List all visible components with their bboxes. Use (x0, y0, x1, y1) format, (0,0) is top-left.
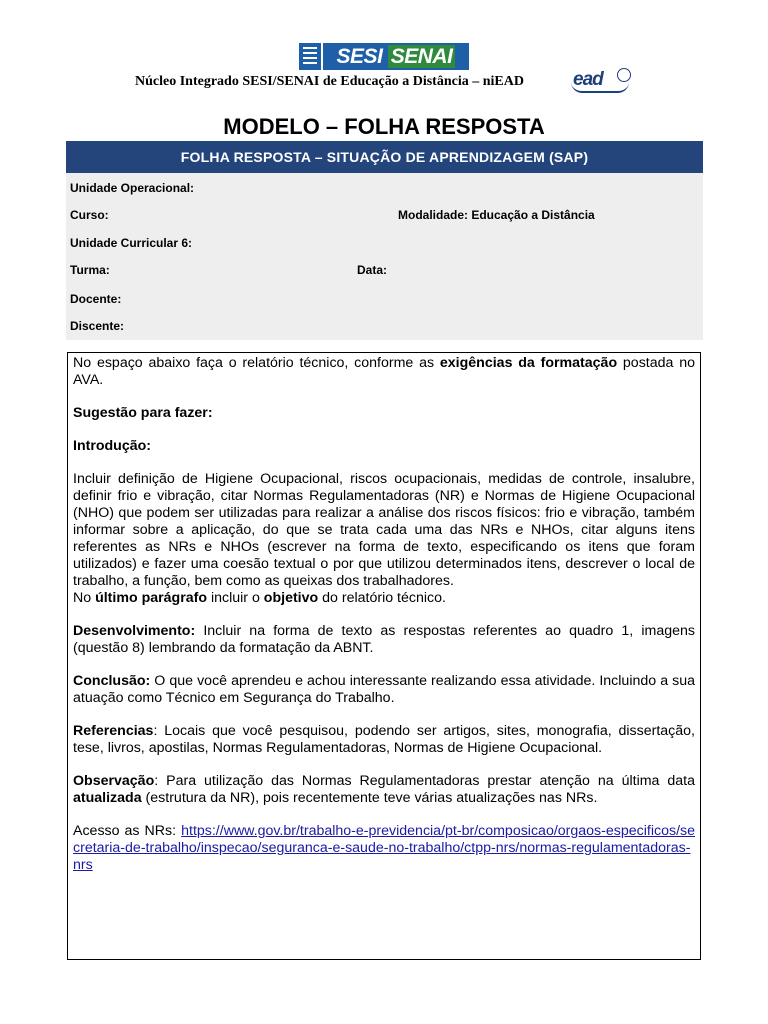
ead-swoosh-icon (571, 82, 629, 93)
label-curso: Curso: (70, 208, 109, 222)
institution-subtitle: Núcleo Integrado SESI/SENAI de Educação a Distância – niEAD (135, 74, 524, 89)
sesi-emblem-icon (299, 43, 321, 70)
label-turma: Turma: (70, 263, 110, 277)
ultimo-paragrafo-text: No último parágrafo incluir o objetivo do relatório técnico. (73, 590, 446, 606)
info-panel (66, 173, 703, 340)
logo-text-senai: SENAI (388, 45, 456, 68)
ead-logo (571, 68, 633, 92)
section-header-bar: FOLHA RESPOSTA – SITUAÇÃO DE APRENDIZAGEM (SAP) (66, 141, 703, 173)
label-discente: Discente: (70, 319, 125, 333)
introducao-heading: Introdução: (73, 438, 152, 454)
conclusao-paragraph: Conclusão: O que você aprendeu e achou interessante realizando essa atividade. Incluindo a sua atuação como Técnico em Segurança do Trabalho. (73, 673, 695, 706)
page-title: MODELO – FOLHA RESPOSTA (223, 114, 545, 139)
label-modalidade: Modalidade: Educação a Distância (398, 208, 595, 222)
referencias-paragraph: Referencias: Locais que você pesquisou, podendo ser artigos, sites, monografia, dissertação, tese, livros, apostilas, Normas Regulamentadoras, Normas de Higiene Ocupacional. (73, 723, 695, 756)
logo-text-sesi: SESI (336, 45, 383, 68)
acesso-paragraph: Acesso as NRs: https://www.gov.br/trabalho-e-previdencia/pt-br/composicao/orgaos-especificos/secretaria-de-trabalho/inspecao/seguranca-e-saude-no-trabalho/ctpp-nrs/normas-regulamentadoras-nrs (73, 823, 695, 873)
intro-paragraph: No espaço abaixo faça o relatório técnico, conforme as exigências da formatação postada no AVA. (73, 355, 695, 388)
label-unidade-curricular: Unidade Curricular 6: (70, 236, 193, 250)
ead-badge-icon (617, 68, 631, 82)
label-unidade-operacional: Unidade Operacional: (70, 181, 195, 195)
introducao-text: Incluir definição de Higiene Ocupacional, riscos ocupacionais, medidas de controle, insalubre, definir frio e vibração, citar Normas Regulamentadoras (NR) e Normas de Higiene Ocupacional (NHO) que podem ser utilizadas para realizar a análise dos riscos físicos: frio e vibração, também informar sobre a aplicação, do que se trata cada uma das NRs e NHOs, citar alguns itens referentes as NRs e NHOs (escrever na forma de texto, especificando os itens que foram utilizados) e fazer uma coesão textual o por que utilizou determinados itens, descrever o local de trabalho, a função, bem como as queixas dos trabalhadores. (73, 471, 695, 589)
observacao-paragraph: Observação: Para utilização das Normas Regulamentadoras prestar atenção na última data atualizada (estrutura da NR), pois recentemente teve várias atualizações nas NRs. (73, 773, 695, 806)
label-docente: Docente: (70, 292, 122, 306)
nrs-link[interactable]: https://www.gov.br/trabalho-e-previdencia/pt-br/composicao/orgaos-especificos/secretaria-de-trabalho/inspecao/seguranca-e-saude-no-trabalho/ctpp-nrs/normas-regulamentadoras-nrs (73, 823, 695, 873)
label-data: Data: (357, 263, 388, 277)
sesi-senai-logo (299, 43, 469, 70)
ead-logo-text: ead (573, 69, 603, 90)
instructions-box (67, 352, 701, 960)
sugestao-heading: Sugestão para fazer: (73, 405, 213, 421)
desenvolvimento-paragraph: Desenvolvimento: Incluir na forma de texto as respostas referentes ao quadro 1, imagens (questão 8) lembrando da formatação da ABNT. (73, 623, 695, 656)
